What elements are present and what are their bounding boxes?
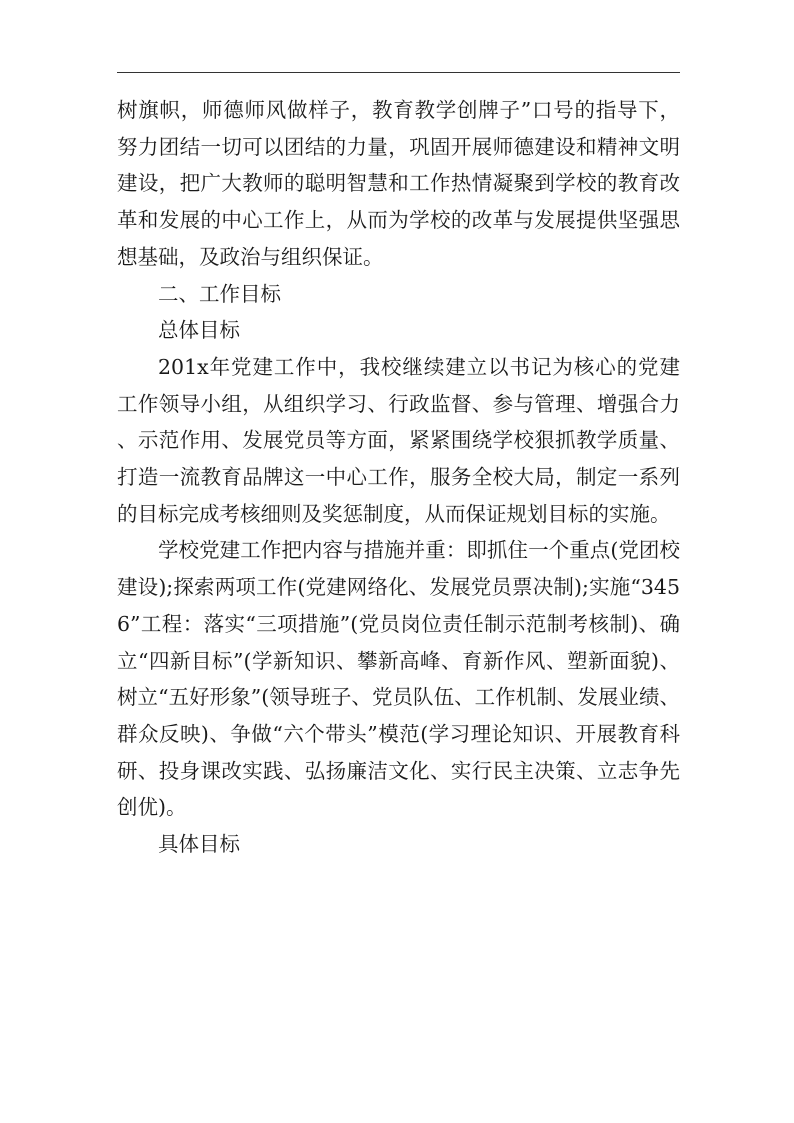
- subheading-overall-goals: 总体目标: [158, 318, 240, 343]
- section-heading-work-goals: 二、工作目标: [158, 281, 281, 306]
- header-divider: [117, 72, 680, 73]
- subheading-specific-goals: 具体目标: [158, 832, 240, 857]
- paragraph-overall-goals: 201x年党建工作中，我校继续建立以书记为核心的党建工作领导小组，从组织学习、行政监督、参与管理、增强合力、示范作用、发展党员等方面，紧紧围绕学校狠抓教学质量、打造一流教育品牌这一中心工作，服务全校大局，制定一系列的目标完成考核细则及奖惩制度，从而保证规划目标的实施。: [117, 354, 680, 526]
- paragraph-party-building-measures: 学校党建工作把内容与措施并重：即抓住一个重点(党团校建设);探索两项工作(党建网络化、发展党员票决制);实施“3456”工程：落实“三项措施”(党员岗位责任制示范制考核制)、确立“四新目标”(学新知识、攀新高峰、育新作风、塑新面貌)、树立“五好形象”(领导班子、党员队伍、工作机制、发展业绩、群众反映)、争做“六个带头”模范(学习理论知识、开展教育科研、投身课改实践、弘扬廉洁文化、实行民主决策、立志争先创优)。: [117, 538, 680, 820]
- paragraph-continuation: 树旗帜，师德师风做样子，教育教学创牌子”口号的指导下，努力团结一切可以团结的力量，巩固开展师德建设和精神文明建设，把广大教师的聪明智慧和工作热情凝聚到学校的教育改革和发展的中心工作上，从而为学校的改革与发展提供坚强思想基础，及政治与组织保证。: [117, 98, 680, 269]
- body-text: [117, 92, 680, 863]
